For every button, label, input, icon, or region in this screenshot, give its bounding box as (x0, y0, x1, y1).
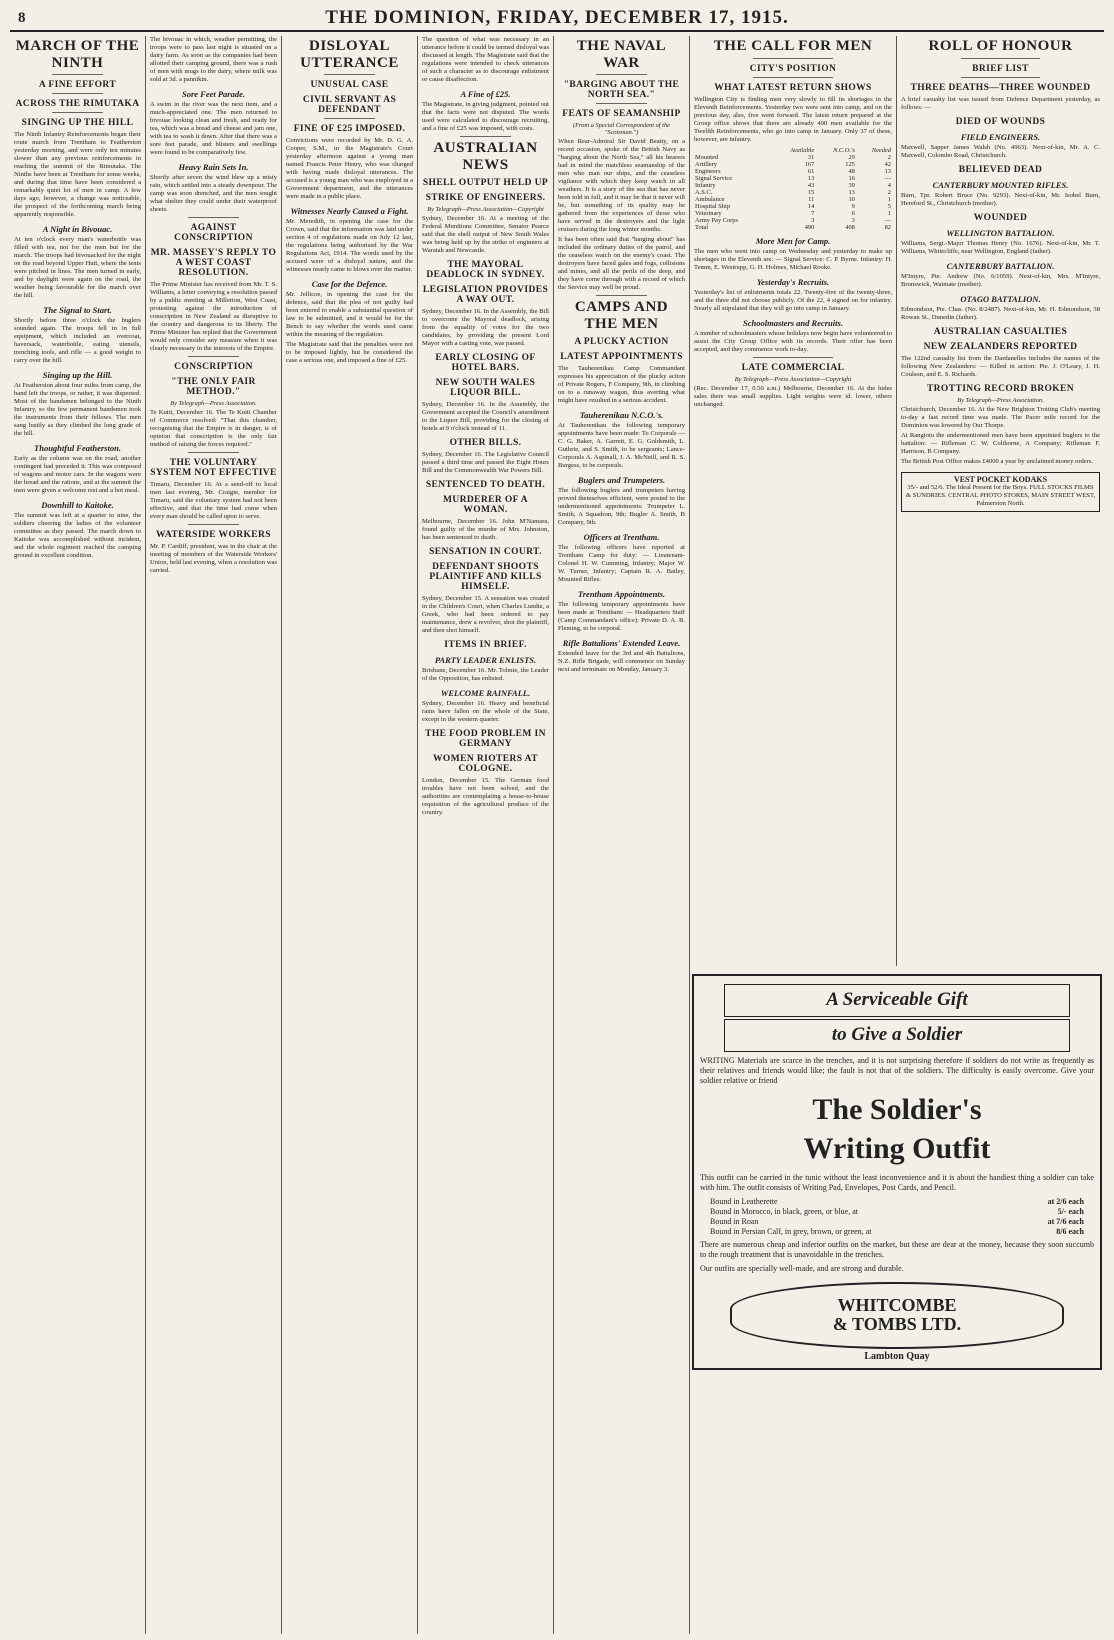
table-cell: 39 (848, 181, 855, 189)
divider (596, 74, 647, 75)
table-row (694, 175, 892, 182)
article-paragraph: The Magistrate said that the penalties were not to be imposed lightly, but he considered the case a serious one, and imposed a fine of £25. (286, 341, 413, 364)
article-paragraph: The British Post Office makes £4000 a year by unclaimed money orders. (901, 457, 1094, 465)
table-cell: 29 (848, 153, 855, 161)
divider (961, 58, 1041, 59)
deck: UNUSUAL CASE (310, 80, 389, 90)
table-cell: 82 (884, 223, 891, 231)
right-top (690, 36, 1104, 966)
subheading: Downhill to Kaitoke. (41, 500, 114, 510)
reinforcement-table (694, 147, 892, 231)
advert-script-line-1: A Serviceable Gift (724, 984, 1070, 1017)
divider (52, 112, 103, 113)
divider (188, 524, 239, 525)
columns (10, 36, 1104, 1634)
table-cell: 13 (807, 174, 815, 182)
article-paragraph: Extended leave for the 3rd and 4th Battalions, N.Z. Rifle Brigade, will commence on Sunday next and terminate on Monday, January 3. (558, 650, 685, 673)
deck: FINE OF £25 IMPOSED. (293, 124, 406, 134)
article-paragraph: Brisbane, December 16. Mr. Tolmie, the Leader of the Opposition, has enlisted. (422, 667, 549, 682)
deck: STRIKE OF ENGINEERS. (425, 193, 546, 203)
table-cell: 43 (807, 181, 815, 189)
article-paragraph: Yesterday's list of enlistments totals 22. Twenty-five of the twenty-three, and the three did not choose publicly. Of the 22, 4 signed on for infantry. Nearly all stipulated that they will go into camp in January. (694, 288, 892, 312)
headline-march-of-the-ninth: MARCH OF THE NINTH (15, 38, 140, 71)
table-header (694, 147, 892, 154)
divider (460, 136, 511, 137)
headline: SENTENCED TO DEATH. (425, 480, 546, 490)
deck: DEFENDANT SHOOTS PLAINTIFF AND KILLS HIMSELF. (429, 562, 542, 592)
subheading: More Men for Camp. (755, 235, 831, 246)
deck: "THE ONLY FAIR METHOD." (171, 377, 256, 397)
deck: WHAT LATEST RETURN SHOWS (714, 82, 872, 93)
table-cell: 6 (851, 209, 855, 217)
table-cell: 3 (851, 216, 855, 224)
price-label: Bound in Morocco, in black, green, or blue, at (710, 1206, 858, 1216)
column-5 (554, 36, 690, 1634)
headline-camps-and-men: CAMPS AND THE MEN (574, 299, 669, 332)
subheading: Heavy Rain Sets In. (178, 162, 249, 172)
price-value: 5/- each (1057, 1206, 1084, 1216)
headline: ITEMS IN BRIEF. (444, 640, 527, 650)
article-paragraph: The bivouac in which, weather permitting, the troops were to pass last night is situated on a dairy farm. As soon as the companies had been allotted their camping ground, there was a rush of men with mugs to the dairy, where milk was sold at 3d. a pannikin. (150, 36, 277, 83)
kodak-advert (901, 472, 1100, 512)
article-paragraph: The following buglers and trumpeters having proved themselves efficient, were posted to the undermentioned appointments: Trumpeter L. Smith, A Squadron, 9th; Bugler A. Smith, B Company, 9th. (558, 487, 685, 526)
price-row (710, 1227, 1084, 1236)
article-paragraph: Melbourne, December 16. John M'Namara, found guilty of the murder of Mrs. Johnston, has been sentenced to death. (422, 518, 549, 541)
article-paragraph: At Tauherenikau the following temporary appointments have been made: To Corporals — C. G. Baker, A. Garrett, E. G. Goldsmith, L. Guthrie, and S. Smith, to be sergeants; Lance-Corporals A. Aspinall, J. A. McNeill, and R. S. Burgess, to be corporals. (558, 422, 685, 469)
table-cell: Veterinary (695, 209, 722, 217)
deck: FEATS OF SEAMANSHIP (562, 109, 681, 119)
article-paragraph: A brief casualty list was issued from Defence Department yesterday, as follows: — (901, 95, 1100, 111)
article-paragraph: The Tauherenikau Camp Commandant expresses his appreciation of the plucky action of Private Rogers, F Company, 9th, in climbing on to a runaway wagon, thus averting what might have resulted in a serious accident. (558, 365, 685, 404)
headline: EARLY CLOSING OF HOTEL BARS. (435, 353, 536, 373)
table-cell: 13 (848, 188, 855, 196)
table-cell: Artillery (695, 160, 718, 168)
deck: ACROSS THE RIMUTAKA (15, 99, 140, 109)
subheading: The Signal to Start. (43, 305, 112, 315)
article-paragraph: The 122nd casualty list from the Dardanelles includes the names of the following New Zealanders: — Killed in action: Pte. J. O'Leary, J. H. Coulson, and E. S. Richards. (901, 354, 1100, 378)
divider (188, 217, 239, 218)
column-7 (897, 36, 1104, 966)
divider (596, 103, 647, 104)
table-cell: Army Pay Corps (695, 216, 738, 224)
price-value: at 7/6 each (1047, 1216, 1084, 1226)
table-cell: 48 (848, 167, 855, 175)
price-row (710, 1197, 1084, 1206)
article-paragraph: A swim in the river was the next item, and a much-appreciated one. The men returned to bivouac looking clean and fresh, and ready for tea, which was a bread and cheese and jam one, with tea to wash it down. After that there was a sore feet parade, and blisters and swellings were found to be comparatively few. (150, 101, 277, 156)
article-paragraph: Sydney, December 16. Heavy and beneficial rains have fallen on the whole of the State, except in the western quarter. (422, 700, 549, 723)
subheading: FIELD ENGINEERS. (960, 131, 1041, 142)
column-6 (690, 36, 897, 966)
firm-logo (730, 1282, 1064, 1350)
deck: NEW ZEALANDERS REPORTED (923, 341, 1078, 352)
article-paragraph: Sydney, December 16. At a meeting of the Federal Munitions Committee, Senator Pearce said that the shell output of New South Wales was being held up by the strike of engineers at Waratah and Newcastle. (422, 215, 549, 254)
article-paragraph: Shortly after seven the wind blew up a misty rain, which settled into a steady downpour. The camp was soon drenched, and the men sought what shelter they could under their waterproof sheets. (150, 174, 277, 213)
deck: CITY'S POSITION (749, 63, 837, 74)
advert-script-line-2: to Give a Soldier (724, 1019, 1070, 1052)
table-cell: Ambulance (695, 195, 725, 203)
subheading: CANTERBURY MOUNTED RIFLES. (932, 179, 1069, 190)
table-header-cell: N.C.O.'s (833, 146, 855, 154)
table-row (694, 224, 892, 231)
advert-title-line-1: The Soldier's (812, 1092, 982, 1126)
table-cell: 490 (804, 223, 815, 231)
subheading: OTAGO BATTALION. (960, 293, 1041, 304)
table-cell: 2 (887, 188, 891, 196)
table-cell: — (884, 216, 891, 224)
table-cell: A.S.C. (695, 188, 713, 196)
article-paragraph: Christchurch, December 16. At the New Brighton Trotting Club's meeting to-day a fast record time was made. The Pacer mile record for the Dominion was lowered by Our Thorpe. (901, 405, 1100, 429)
byline: By Telegraph—Press Association. (170, 400, 257, 407)
article-paragraph: The Prime Minister has received from Mr. T. S. Williams, a letter conveying a resolution passed by a public meeting at Millerton, West Coast, protesting against the introduction of conscription in New Zealand as disruptive to the country and dangerous to its liberty. The Prime Minister has replied that the Government would only consider any measure when it was clearly necessary in the interests of the Empire. (150, 281, 277, 352)
subheading: Schoolmasters and Recruits. (743, 317, 843, 328)
headline: CONSCRIPTION (174, 362, 253, 372)
table-cell: 7 (811, 209, 815, 217)
article-paragraph: London, December 15. The German food troubles have not been solved, and the authorities are contemplating a house-to-house requisition of the agricultural produce of the country. (422, 777, 549, 816)
deck: BRIEF LIST (972, 63, 1029, 74)
table-row (694, 196, 892, 203)
soldiers-writing-outfit-advert (692, 974, 1102, 1370)
table-row (694, 203, 892, 210)
article-paragraph: Sydney, December 16. In the Assembly, the Government accepted the Council's amendment to the Liquor Bill, providing for the closing of hotels at 9 o'clock instead of 11. (422, 401, 549, 432)
article-paragraph: Mr. Meredith, in opening the case for the Crown, said that the information was laid under section 4 of regulations made on July 12 last, the regulations being authorised by the War Regulations Act, 1914. The words used by the accused were of a disloyal nature, and the witnesses nearly came to blows over the matter. (286, 218, 413, 273)
table-cell: 125 (845, 160, 855, 168)
table-cell: 13 (884, 167, 891, 175)
masthead-title: THE DOMINION, FRIDAY, DECEMBER 17, 1915. (325, 7, 789, 28)
table-cell: 408 (845, 223, 855, 231)
column-3 (282, 36, 418, 1634)
price-list (700, 1197, 1094, 1236)
subheading: Witnesses Nearly Caused a Fight. (290, 206, 409, 216)
table-cell: 2 (887, 153, 891, 161)
subheading: WELCOME RAINFALL. (440, 688, 531, 698)
column-1 (10, 36, 146, 1634)
table-row (694, 161, 892, 168)
table-cell: 9 (851, 202, 855, 210)
byline: (From a Special Correspondent of the "Scotsman.") (573, 122, 670, 136)
section-heading: TROTTING RECORD BROKEN (926, 383, 1075, 394)
subheading: WELLINGTON BATTALION. (946, 227, 1055, 238)
price-label: Bound in Persian Calf, in grey, brown, or green, at (710, 1226, 872, 1236)
subheading: Tauherenikau N.C.O.'s. (579, 410, 664, 420)
divider (188, 356, 239, 357)
divider (961, 77, 1041, 78)
table-cell: Engineers (695, 167, 721, 175)
headline-naval-war: THE NAVAL WAR (576, 38, 667, 71)
headline-roll-of-honour: ROLL OF HONOUR (928, 38, 1073, 54)
divider (52, 74, 103, 75)
table-row (694, 154, 892, 161)
deck: LEGISLATION PROVIDES A WAY OUT. (422, 285, 549, 305)
article-paragraph: Sydney, December 15. A sensation was created in the Children's Court, when Charles Lundie, a Greek, who had been ordered to pay maintenance, drew a revolver, shot the plaintiff, and then shot himself. (422, 595, 549, 634)
kodak-advert-title: VEST POCKET KODAKS (953, 474, 1048, 484)
table-cell: 1 (887, 209, 891, 217)
headline-australian-news: AUSTRALIAN NEWS (433, 140, 538, 173)
table-cell: 11 (808, 195, 815, 203)
article-paragraph: At Featherston about four miles from camp, the band left the troops, or rather, it was dispersed. Most of the bandsmen belonged to the Ninth Infantry, so the few permanent bandsmen took the instruments from their fellows. The men sang lustily as they climbed the long grade of the hill. (14, 382, 141, 437)
price-label: Bound in Roan (710, 1216, 759, 1226)
advert-text: This outfit can be carried in the tunic without the least inconvenience and it is about the handiest thing a soldier can take with him. The outfit consists of Writing Pad, Envelopes, Post Cards, and Pencil. (700, 1172, 1094, 1192)
price-value: 8/6 each (1056, 1226, 1084, 1236)
table-row (694, 217, 892, 224)
divider (753, 58, 832, 59)
divider (324, 118, 375, 119)
divider (596, 295, 647, 296)
table-cell: 16 (848, 174, 855, 182)
column-2 (146, 36, 282, 1634)
casualty-entry: Williams, Sergt.-Major Thomas Henry (No. 1676). Next-of-kin, Mr. T. Williams, Whitecliffe, near Wellington, England (father). (901, 239, 1100, 255)
article-paragraph: Wellington City is finding men very slowly to fill its shortages in the Eleventh Reinforcements. Yesterday two were sent into camp, and on the previous day, also, five went forward. The latest return prepared at the Group office shows that there are already 490 men available for the Twelfth Reinforcements, who go into camp in January. Only 37 of these, however, are infantry. (694, 95, 892, 143)
article-paragraph: The question of what was necessary in an utterance before it could be termed disloyal was discussed at length. The Magistrate said that the regulations were intended to check utterances of such a character as to discourage enlistment or cause disaffection. (422, 36, 549, 83)
article-paragraph: Shortly before three o'clock the buglers sounded again. The troops fell in in full equipment, which included an overcoat, haversack, waterbottle, eating utensils, trenching tools, and rifle — a good weight to carry over the hill. (14, 317, 141, 364)
section-heading: BELIEVED DEAD (958, 164, 1043, 175)
table-cell: 31 (807, 153, 815, 161)
price-row (710, 1217, 1084, 1226)
article-paragraph: The men who went into camp on Wednesday and yesterday to make up shortages in the Eleventh are: — Signal Service: C. P. Byrne. Infantry: H. Temm, E. Westrupp, G. H. Holmes, Michael Rooke. (694, 247, 892, 271)
divider (753, 357, 832, 358)
firm-name-line-2: & TOMBS LTD. (832, 1314, 962, 1335)
headline: THE VOLUNTARY SYSTEM NOT EFFECTIVE (150, 458, 277, 478)
subheading: Sore Feet Parade. (181, 89, 246, 99)
byline: By Telegraph—Press Association—Copyright (734, 375, 852, 383)
deck: A PLUCKY ACTION (574, 337, 669, 347)
article-paragraph: (Rec. December 17, 0.50 a.m.) Melbourne, December 16. At the hides sales there was small supplies. Light weights were id. lower, others unchanged. (694, 384, 892, 408)
price-row (710, 1207, 1084, 1216)
subheading: A Night in Bivouac. (42, 224, 113, 234)
article-paragraph: The Magistrate, in giving judgment, pointed out that the facts were not disputed. The words used were calculated to discourage recruiting, and a fine of £25 was imposed, with costs. (422, 101, 549, 132)
divider (324, 74, 375, 75)
column-4 (418, 36, 554, 1634)
casualty-entry: M'Intyre, Pte. Andrew (No. 6/1059). Next-of-kin, Mrs. M'Intyre, Brunswick, Waimate (mother). (901, 272, 1100, 288)
subheading: CANTERBURY BATTALION. (946, 260, 1055, 271)
casualty-entry: Edmondson, Pte. Chas. (No. 8/2487). Next-of-kin, Mr. H. Edmondson, 38 Rowan St., Dunedin (father). (901, 305, 1100, 321)
subheading: Thoughtful Featherston. (34, 443, 121, 453)
advert-text: Our outfits are specially well-made, and are strong and durable. (700, 1263, 904, 1273)
table-row (694, 210, 892, 217)
headline: LATE COMMERCIAL (741, 362, 845, 373)
deck: SINGING UP THE HILL (21, 118, 134, 128)
table-cell: 167 (804, 160, 815, 168)
masthead (10, 6, 1104, 32)
divider (188, 452, 239, 453)
headline: THE MAYORAL DEADLOCK IN SYDNEY. (426, 260, 545, 280)
headline-disloyal-utterance: DISLOYAL UTTERANCE (300, 38, 399, 71)
article-paragraph: The following officers have reported at Trentham Camp for duty: — Lieutenant-Colonel H. W. Cumming, Infantry; Major W. W. Turner, Infantry; Captain R. A. Bailey, Mounted Rifles. (558, 544, 685, 583)
subheading: Rifle Battalions' Extended Leave. (562, 638, 681, 648)
subheading: Case for the Defence. (311, 279, 388, 289)
byline: By Telegraph—Press Association—Copyright (427, 206, 544, 213)
firm-name-line-1: WHITCOMBE (837, 1294, 957, 1315)
article-paragraph: Sydney, December 16. In the Assembly, the Bill to overcome the Mayoral deadlock, arising from the equality of votes for the two candidates, by providing the present Lord Mayor with a casting vote, was passed. (422, 308, 549, 347)
deck: MURDERER OF A WOMAN. (442, 495, 529, 515)
table-cell: 42 (884, 160, 891, 168)
kodak-advert-body: 35/- and 52/6. The Ideal Present for the Boys. FULL STOCKS FILMS & SUNDRIES. CENTRAL PHOTO STORES, MAIN STREET WEST, Palmerston North. (905, 483, 1096, 507)
subheading: Trentham Appointments. (577, 589, 666, 599)
advert-title-line-2: Writing Outfit (803, 1132, 991, 1166)
article-paragraph: Mr. P. Cardiff, president, was in the chair at the meeting of members of the Waterside Workers' Union, held last evening, when a resolution was carried. (150, 543, 277, 574)
article-paragraph: It has been often said that "barging about" has included the ordinary duties of the patrol, and the ceaseless watch on the enemy's coast. The destroyers have faced gales and fogs, collisions and mines, and all the perils of the deep, and they have come through with a record of which the Service may well be proud. (558, 236, 685, 291)
article-paragraph: The Ninth Infantry Reinforcements began their route march from Trentham to Featherston yesterday morning, and were only ten minutes slower than any previous reinforcements in reaching the summit of the Rimutaka. The Ninths have been at Trentham for some weeks, and during that time have been considered a remarkably quiet lot of men in camp. A few days ago, however, a change was noticeable, the prospect of the forthcoming march being apparently responsible. (14, 131, 141, 218)
table-cell: 4 (887, 181, 891, 189)
section-heading: AUSTRALIAN CASUALTIES (933, 326, 1068, 337)
table-body (694, 154, 892, 231)
divider (753, 77, 832, 78)
subheading: Singing up the Hill. (42, 370, 113, 380)
table-cell: Signal Service (695, 174, 733, 182)
deck: SHELL OUTPUT HELD UP (422, 178, 549, 188)
deck: THREE DEATHS—THREE WOUNDED (910, 82, 1091, 93)
table-header-cell (694, 147, 771, 154)
table-cell: Infantry (695, 181, 716, 189)
deck: NEW SOUTH WALES LIQUOR BILL. (435, 378, 536, 398)
subheading: Buglers and Trumpeters. (577, 475, 666, 485)
byline: By Telegraph—Press Association. (957, 396, 1044, 404)
article-paragraph: When Rear-Admiral Sir David Beatty, on a recent occasion, spoke of the British Navy as "barging about the North Sea," all his hearers had in mind the matchless seamanship of the men who man our ships, and the ceaseless vigilance with which they keep watch in all weathers. It is a story of the sea that has never been told in full, and it may be that it never will be, but something of its quality may be gathered from the experiences of those who have served in the destroyers and the light cruisers during the long winter months. (558, 138, 685, 233)
section-heading: WOUNDED (973, 212, 1028, 223)
subheading: PARTY LEADER ENLISTS. (434, 655, 537, 665)
table-cell: 10 (848, 195, 855, 203)
headline: SENSATION IN COURT. (429, 547, 542, 557)
article-paragraph: Sydney, December 16. The Legislative Council passed a third time and passed the Eight Hours Bill and the Commonwealth War Powers Bill. (422, 451, 549, 474)
article-paragraph: Early as the column was on the road, another contingent had preceded it. This was composed of wagons and motor cars. In the wagons were the bread and the rations, and at the summit the men were given a welcome rest and a hot meal. (14, 455, 141, 494)
table-cell: 61 (807, 167, 815, 175)
casualty-entry: Burn, Tpr. Robert Bruce (No. 9293). Next-of-kin, Mr. Isobel Burn, Hereford St., Christchurch (mother). (901, 191, 1100, 207)
right-section (690, 36, 1104, 1634)
advert-text: There are numerous cheap and inferior outfits on the market, but these are dear at the money, because they soon succumb to the rough treatment that is unavoidable in the trenches. (700, 1239, 1094, 1259)
deck: CIVIL SERVANT AS DEFENDANT (302, 95, 397, 115)
table-cell: 15 (807, 188, 815, 196)
table-cell: 14 (807, 202, 815, 210)
deck: "BARGING ABOUT THE NORTH SEA." (563, 80, 680, 100)
table-cell: Mounted (695, 153, 719, 161)
article-paragraph: The summit was left at a quarter to nine, the soldiers cheering the ladies of the volunteer committee as they passed. The march down to Kaitoke was accomplished without incident, and the whole regiment reached the camping ground in excellent condition. (14, 512, 141, 559)
table-row (694, 168, 892, 175)
table-row (694, 189, 892, 196)
table-row (694, 182, 892, 189)
article-paragraph: Te Kuiti, December 16. The Te Kuiti Chamber of Commerce resolved: "That this chamber, recognising that the Empire is in danger, is of opinion that conscription is the only fair method of raising the forces required." (150, 409, 277, 448)
article-paragraph: A number of schoolmasters whose holidays now begin have volunteered to assist the City Group Office with its records. Their offer has been accepted, and they commence work to-day. (694, 329, 892, 353)
subheading: Officers at Trentham. (583, 532, 660, 542)
headline-call-for-men: THE CALL FOR MEN (713, 38, 873, 54)
table-header-cell: Needed (871, 146, 891, 154)
price-label: Bound in Leatherette (710, 1196, 778, 1206)
table-cell: 3 (811, 216, 815, 224)
page-number: 8 (18, 9, 26, 26)
casualty-entry: Maxwell, Sapper James Walsh (No. 4963). Next-of-kin, Mr. A. C. Maxwell, Colombo Road, Christchurch. (901, 143, 1100, 159)
price-value: at 2/6 each (1047, 1196, 1084, 1206)
deck: A FINE EFFORT (38, 80, 117, 90)
table-cell: Total (695, 223, 709, 231)
article-paragraph: Timaru, December 16. At a send-off to local men last evening, Mr. Craigie, member for Timaru, said the voluntary system had not been effective, and that the time had come when every man should be called upon to serve. (150, 481, 277, 520)
table-header-cell: Available (790, 146, 815, 154)
subheading: A Fine of £25. (460, 89, 511, 99)
article-paragraph: Convictions were recorded by Mr. D. G. A. Cooper, S.M., in the Magistrate's Court yesterday afternoon against a young man named Francis Peter Henry, who was charged with having made disloyal utterances. The accused is a young man who was employed in a Government department, and the utterances were made in a public place. (286, 137, 413, 200)
headline: THE FOOD PROBLEM IN GERMANY (425, 729, 546, 749)
firm-address: Lambton Quay (864, 1351, 930, 1363)
article-paragraph: At ten o'clock every man's waterbottle was filled with tea, not for the men but for the march. The troops had bivouacked for the night on the road beyond Upper Hutt, where the tents were pitched in lines. The men turned in early, and by daylight were again on the road, the weather being favourable for the march over the hill. (14, 236, 141, 299)
headline: WATERSIDE WORKERS (156, 530, 271, 540)
article-paragraph: The following temporary appointments have been made at Trentham: — Headquarters Staff (Camp Commandant's office): Private D. A. B. Fleming, to be corporal. (558, 601, 685, 632)
table-cell: 1 (887, 195, 891, 203)
deck: LATEST APPOINTMENTS (560, 352, 683, 362)
advert-text: WRITING Materials are scarce in the trenches, and it is not surprising therefore if soldiers do not write as frequently as their relatives and friends would like; the fault is not that of the soldiers. The difficulty is easily overcome. Give your soldier relative or friend (700, 1055, 1094, 1085)
headline: OTHER BILLS. (449, 438, 522, 448)
section-heading: DIED OF WOUNDS (955, 116, 1046, 127)
article-paragraph: Mr. Jellicoe, in opening the case for the defence, said that the plea of not guilty had been entered to enable a substantial question of law to be submitted, and it would be for the Bench to say whether the words used came within the meaning of the regulation. (286, 291, 413, 338)
deck: MR. MASSEY'S REPLY TO A WEST COAST RESOLUTION. (150, 248, 277, 278)
table-cell: — (884, 174, 891, 182)
table-cell: 5 (887, 202, 891, 210)
deck: WOMEN RIOTERS AT COLOGNE. (433, 754, 538, 774)
divider (52, 93, 103, 94)
headline: AGAINST CONSCRIPTION (174, 223, 253, 243)
article-paragraph: At Rangiotu the undermentioned men have been appointed buglers to the battalion: — Rifleman C. W. Colthorne, A Company; Rifleman F. Harrison, B Company. (901, 431, 1100, 455)
table-cell: Hospital Ship (695, 202, 730, 210)
subheading: Yesterday's Recruits. (756, 276, 830, 287)
